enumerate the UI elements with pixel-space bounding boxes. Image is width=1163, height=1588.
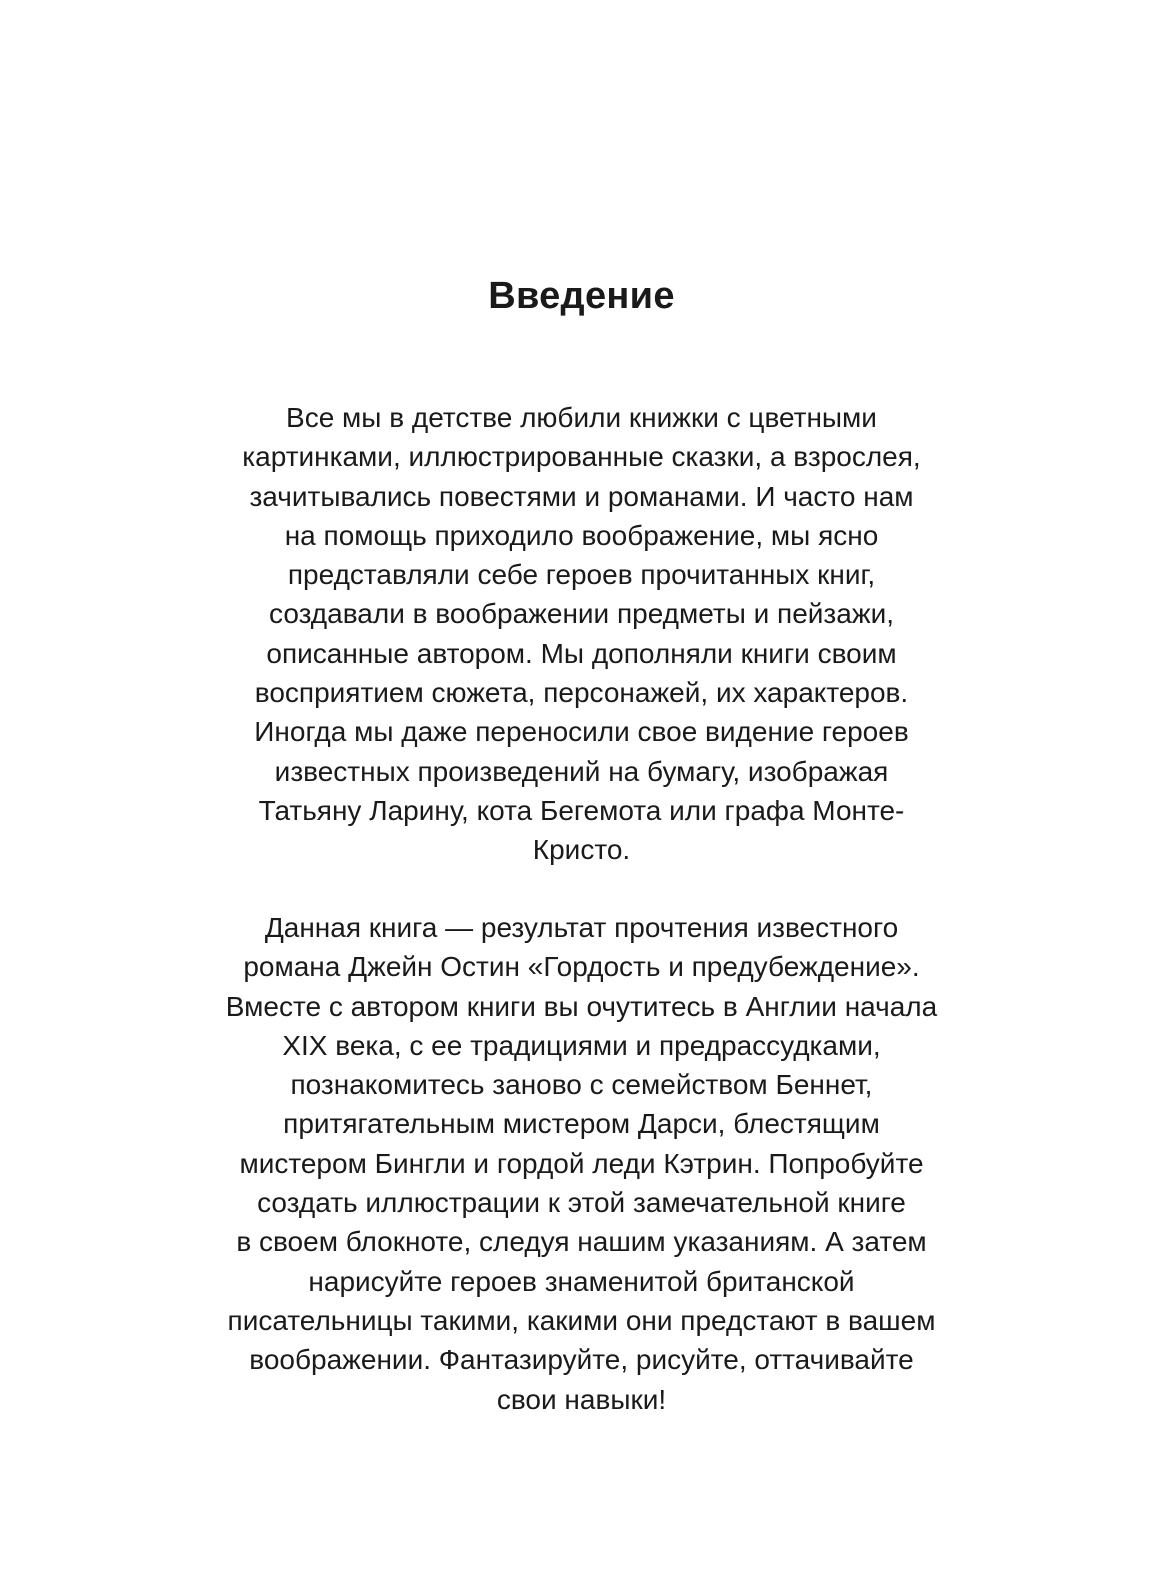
text-line: Татьяну Ларину, кота Бегемота или графа Монте- [258, 794, 905, 826]
text-line: писательницы такими, какими они предстают в вашем [227, 1304, 936, 1336]
text-line: XIX века, с ее традициями и предрассудками, [282, 1029, 881, 1061]
page-title: Введение [488, 275, 675, 317]
text-line: Иногда мы даже переносили свое видение героев [254, 716, 909, 748]
text-line: воображении. Фантазируйте, рисуйте, оттачивайте [249, 1344, 914, 1376]
text-line: нарисуйте героев знаменитой британской [308, 1265, 855, 1297]
text-line: Кристо. [532, 834, 631, 866]
text-line: описанные автором. Мы дополняли книги своим [266, 637, 897, 669]
intro-paragraph-2 [0, 908, 1163, 1419]
text-line: Все мы в детстве любили книжки с цветными [286, 402, 877, 433]
text-line: в своем блокноте, следуя нашим указаниям. А затем [236, 1226, 927, 1258]
text-line: восприятием сюжета, персонажей, их характеров. [254, 677, 909, 709]
text-line: создавали в воображении предметы и пейзажи, [269, 598, 894, 630]
text-line: создать иллюстрации к этой замечательной книге [257, 1187, 906, 1219]
text-line: на помощь приходило воображение, мы ясно [284, 519, 879, 551]
text-line: Данная книга — результат прочтения известного [264, 912, 899, 943]
text-line: познакомитесь заново с семейством Беннет, [290, 1069, 873, 1101]
text-line: зачитывались повестями и романами. И часто нам [249, 480, 914, 512]
text-line: мистером Бингли и гордой леди Кэтрин. Попробуйте [239, 1147, 924, 1179]
intro-paragraph-1 [0, 398, 1163, 870]
text-line: известных произведений на бумагу, изображая [274, 755, 889, 787]
text-line: картинками, иллюстрированные сказки, а взрослея, [242, 441, 921, 473]
text-line: романа Джейн Остин «Гордость и предубеждение». [243, 951, 920, 983]
text-line: притягательным мистером Дарси, блестящим [283, 1108, 880, 1140]
text-line: Вместе с автором книги вы очутитесь в Англии начала [225, 990, 938, 1022]
text-line: представляли себе героев прочитанных книг, [287, 559, 876, 591]
text-line: свои навыки! [496, 1383, 667, 1415]
